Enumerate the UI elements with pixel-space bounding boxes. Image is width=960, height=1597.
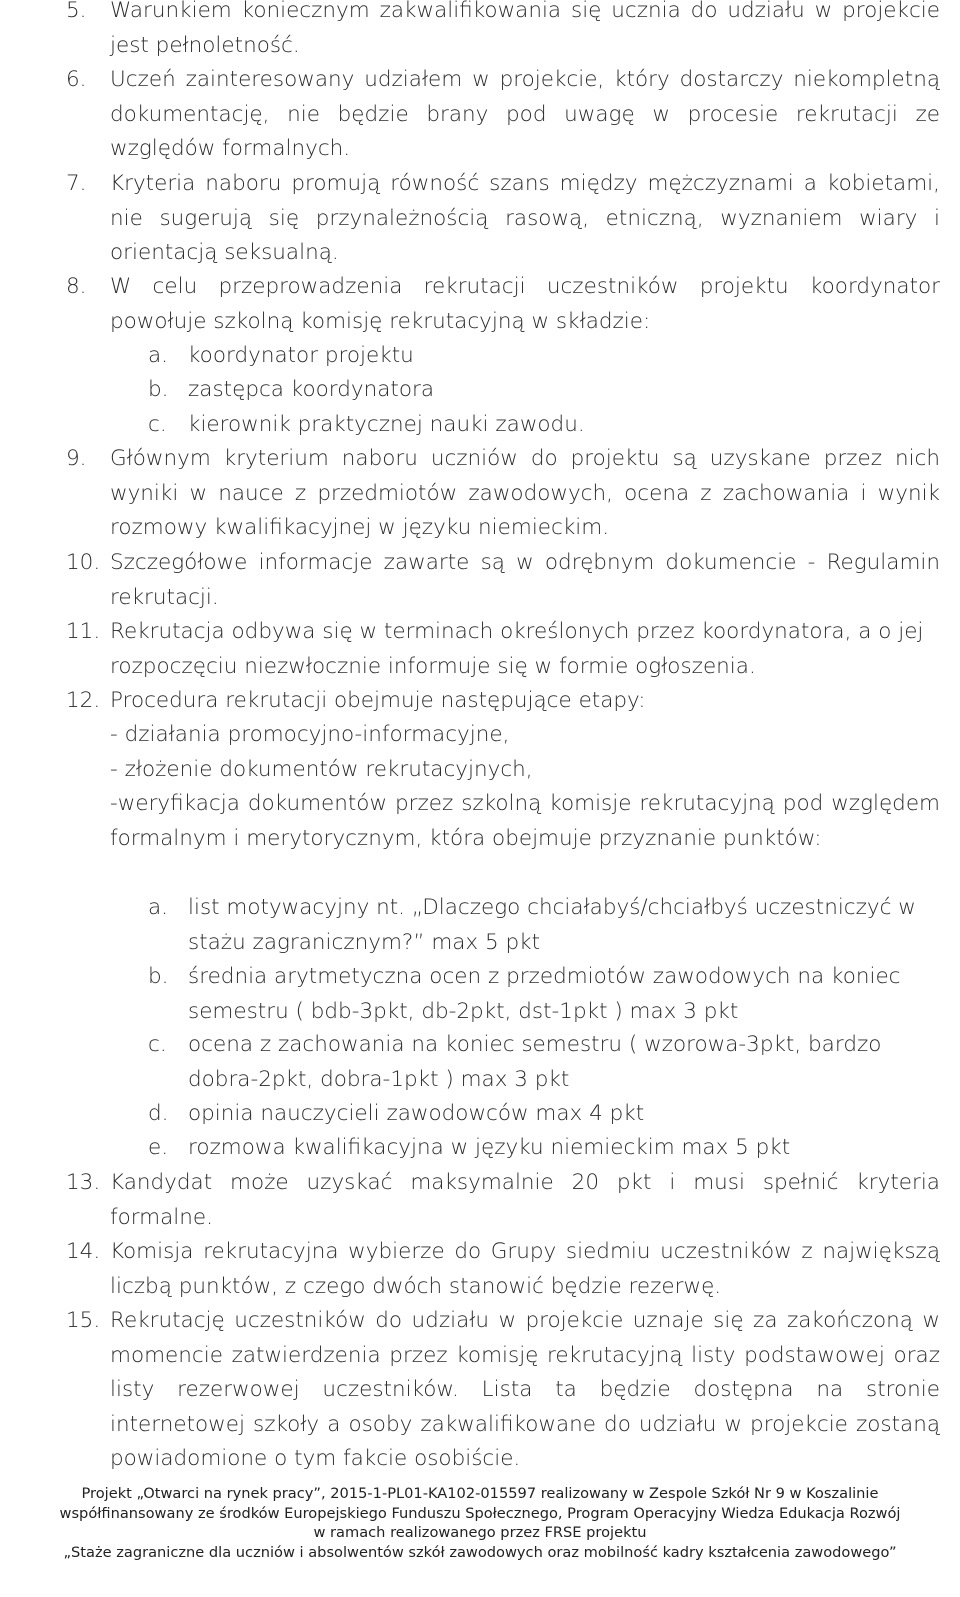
list-item-8b (148, 373, 940, 408)
item-letter: a. (148, 895, 169, 920)
list-item-12c (148, 1028, 940, 1097)
item-text: Rekrutacja odbywa się w terminach określonych przez koordynatora, a o jej rozpoczęciu niezwłocznie informuje się w formie ogłoszenia. (110, 619, 924, 679)
item-letter: c. (148, 412, 167, 437)
list-item-6 (66, 63, 940, 167)
list-item-12 (66, 684, 940, 719)
item-text: rozmowa kwalifikacyjna w języku niemieckim max 5 pkt (188, 1135, 791, 1160)
item-text: Komisja rekrutacyjna wybierze do Grupy siedmiu uczestników z największą liczbą punktów, z czego dwóch stanowić będzie rezerwę. (110, 1239, 940, 1299)
item-text: koordynator projektu (188, 343, 414, 368)
item-text: Głównym kryterium naboru uczniów do projektu są uzyskane przez nich wyniki w nauce z przedmiotów zawodowych, ocena z zachowania i wynik rozmowy kwalifikacyjnej w języku niemieckim. (110, 446, 940, 540)
item-text: list motywacyjny nt. „Dlaczego chciałabyś/chciałbyś uczestniczyć w stażu zagranicznym?” max 5 pkt (188, 895, 916, 955)
footer-line-3: w ramach realizowanego przez FRSE projektu (313, 1524, 647, 1541)
item-text: Uczeń zainteresowany udziałem w projekcie, który dostarczy niekompletną dokumentację, nie będzie brany pod uwagę w procesie rekrutacji ze względów formalnych. (110, 67, 940, 161)
item-number: 14. (66, 1239, 101, 1264)
item-text: W celu przeprowadzenia rekrutacji uczestników projektu koordynator powołuje szkolną komisję rekrutacyjną w składzie: (110, 274, 940, 334)
item-letter: c. (148, 1032, 167, 1057)
item-letter: b. (148, 377, 169, 402)
item-letter: e. (148, 1135, 169, 1160)
item-text: kierownik praktycznej nauki zawodu. (188, 412, 585, 437)
list-item-8a (148, 339, 940, 374)
dash-line-2: - złożenie dokumentów rekrutacyjnych, (110, 757, 533, 782)
item-number: 5. (66, 0, 87, 23)
item-text: Procedura rekrutacji obejmuje następujące etapy: (110, 688, 646, 713)
list-item-13 (66, 1166, 940, 1235)
list-item-11 (66, 615, 940, 684)
item-letter: d. (148, 1101, 169, 1126)
item-text: średnia arytmetyczna ocen z przedmiotów zawodowych na koniec semestru ( bdb-3pkt, db-2pkt, dst-1pkt ) max 3 pkt (188, 964, 901, 1024)
list-item-12e (148, 1131, 940, 1166)
item-letter: b. (148, 964, 169, 989)
dash-line-1: - działania promocyjno-informacyjne, (110, 722, 510, 747)
item-text: Rekrutację uczestników do udziału w projekcie uznaje się za zakończoną w momencie zatwierdzenia przez komisję rekrutacyjną listy podstawowej oraz listy rezerwowej uczestników. Lista ta będzie dostępna na stronie internetowej szkoły a osoby zakwalifikowane do udziału w projekcie zostaną powiadomione o tym fakcie osobiście. (110, 1308, 940, 1471)
item-number: 13. (66, 1170, 101, 1195)
item-text: Kryteria naboru promują równość szans między mężczyznami a kobietami, nie sugerują się przynależnością rasową, etniczną, wyznaniem wiary i orientacją seksualną. (110, 171, 940, 265)
list-item-12b (148, 960, 940, 1029)
item-number: 11. (66, 619, 101, 644)
footer-line-2: współfinansowany ze środków Europejskiego Funduszu Społecznego, Program Operacyjny Wiedza Edukacja Rozwój (59, 1504, 901, 1522)
item-number: 6. (66, 67, 87, 92)
item-number: 8. (66, 274, 87, 299)
list-item-8 (66, 270, 940, 339)
item-letter: a. (148, 343, 169, 368)
footer-line-1: Projekt „Otwarci na rynek pracy”, 2015-1-PL01-KA102-015597 realizowany w Zespole Szkół Nr 9 w Koszalinie (81, 1485, 879, 1502)
item-text: Warunkiem koniecznym zakwalifikowania się ucznia do udziału w projekcie jest pełnoletność. (110, 0, 940, 58)
footer-line-4: „Staże zagraniczne dla uczniów i absolwentów szkół zawodowych oraz mobilność kadry kształcenia zawodowego” (63, 1543, 897, 1561)
list-item-10 (66, 546, 940, 615)
list-item-8c (148, 408, 940, 443)
item-number: 9. (66, 446, 87, 471)
item-number: 15. (66, 1308, 101, 1333)
item-text: Kandydat może uzyskać maksymalnie 20 pkt i musi spełnić kryteria formalne. (110, 1170, 940, 1230)
list-item-7 (66, 167, 940, 271)
list-item-14 (66, 1235, 940, 1304)
item-text: Szczegółowe informacje zawarte są w odrębnym dokumencie - Regulamin rekrutacji. (110, 550, 940, 610)
item-number: 7. (66, 171, 87, 196)
item-text: zastępca koordynatora (188, 377, 435, 402)
item-number: 12. (66, 688, 101, 713)
page-footer (0, 1484, 960, 1562)
list-item-15 (66, 1304, 940, 1477)
item-text: ocena z zachowania na koniec semestru ( wzorowa-3pkt, bardzo dobra-2pkt, dobra-1pkt ) max 3 pkt (188, 1032, 882, 1092)
list-item-5 (66, 0, 940, 63)
list-item-9 (66, 442, 940, 546)
item-number: 10. (66, 550, 101, 575)
item-text: opinia nauczycieli zawodowców max 4 pkt (188, 1101, 645, 1126)
dash-line-3: -weryfikacja dokumentów przez szkolną komisje rekrutacyjną pod względem formalnym i merytorycznym, która obejmuje przyznanie punktów: (110, 791, 940, 851)
list-item-12a (148, 891, 940, 960)
list-item-12d (148, 1097, 940, 1132)
